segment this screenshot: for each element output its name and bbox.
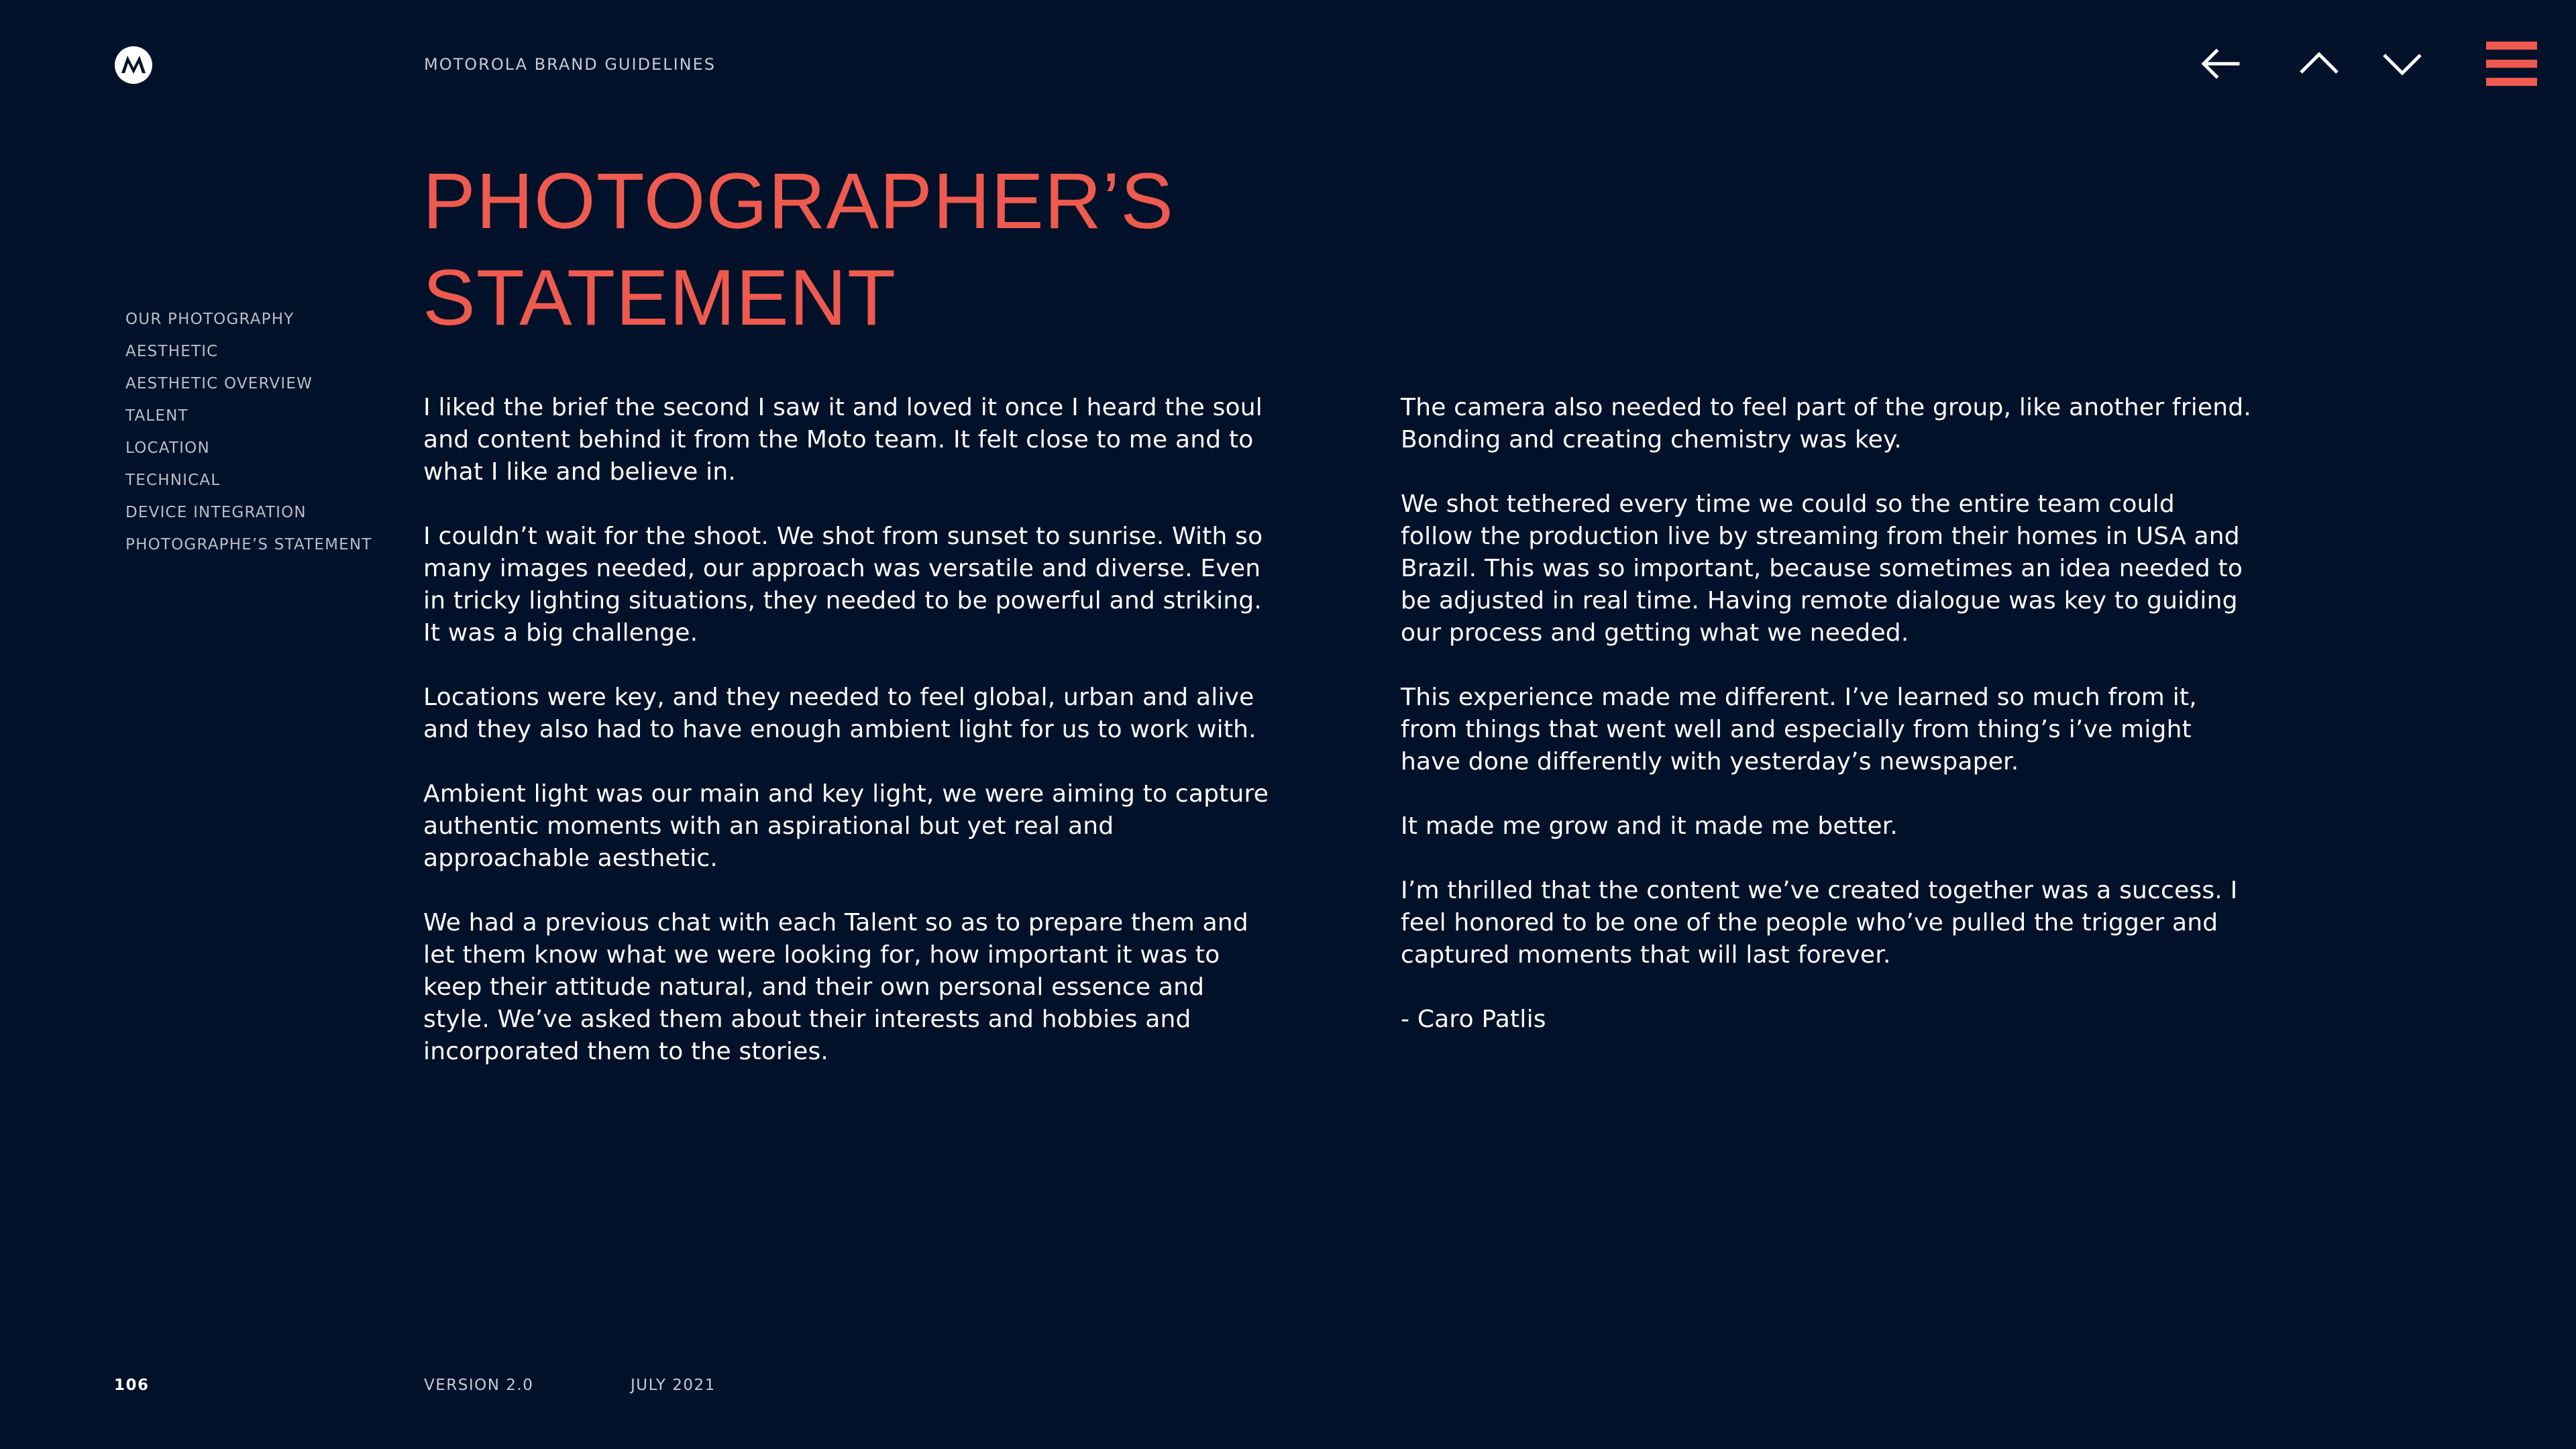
statement-right-column — [1401, 392, 2253, 1068]
sidebar-item-device-integration[interactable]: DEVICE INTEGRATION — [125, 504, 307, 521]
sidebar-item-talent[interactable]: TALENT — [125, 407, 189, 425]
section-sidebar-nav — [125, 303, 372, 561]
statement-paragraph: Ambient light was our main and key light, we were aiming to capture authentic moments with an aspirational but yet real and approachable aesthetic. — [423, 780, 1269, 872]
version-label: VERSION 2.0 — [424, 1377, 534, 1394]
page-title — [423, 153, 1174, 346]
statement-paragraph: Locations were key, and they needed to feel global, urban and alive and they also had to have enough ambient light for us to work with. — [423, 684, 1256, 743]
motorola-logo-icon[interactable] — [114, 46, 153, 85]
arrow-left-icon[interactable] — [2198, 40, 2245, 87]
chevron-up-icon[interactable] — [2296, 40, 2343, 87]
statement-paragraph: The camera also needed to feel part of the group, like another friend. Bonding and creating chemistry was key. — [1401, 394, 2251, 453]
statement-paragraph: I liked the brief the second I saw it and loved it once I heard the soul and content behind it from the Moto team. It felt close to me and to what I like and believe in. — [423, 394, 1263, 486]
header-title: MOTOROLA BRAND GUIDELINES — [424, 55, 716, 74]
sidebar-item-photographers-statement[interactable]: PHOTOGRAPHE’S STATEMENT — [125, 536, 372, 553]
page-number: 106 — [114, 1377, 150, 1394]
date-label: JULY 2021 — [631, 1377, 716, 1394]
statement-paragraph: We had a previous chat with each Talent so as to prepare them and let them know what we were looking for, how important it was to keep their attitude natural, and their own personal essence and style. We’ve asked them about their interests and hobbies and incorporated them to the stories. — [423, 909, 1248, 1065]
statement-paragraph: It made me grow and it made me better. — [1401, 812, 1898, 840]
sidebar-item-our-photography[interactable]: OUR PHOTOGRAPHY — [125, 311, 294, 328]
page-title-line-2: STATEMENT — [423, 254, 897, 342]
statement-paragraph: I couldn’t wait for the shoot. We shot from sunset to sunrise. With so many images needed, our approach was versatile and diverse. Even in tricky lighting situations, they needed to be powerful and striking. It was a big challenge. — [423, 523, 1263, 647]
hamburger-menu-icon[interactable] — [2486, 40, 2537, 87]
page-title-line-1: PHOTOGRAPHER’S — [423, 157, 1174, 246]
statement-paragraph: We shot tethered every time we could so the entire team could follow the production live by streaming from their homes in USA and Brazil. This was so important, because sometimes an idea needed to be adjusted in real time. Having remote dialogue was key to guiding our process and getting what we needed. — [1401, 490, 2243, 647]
statement-paragraph: I’m thrilled that the content we’ve created together was a success. I feel honored to be one of the people who’ve pulled the trigger and captured moments that will last forever. — [1401, 877, 2238, 969]
sidebar-item-technical[interactable]: TECHNICAL — [125, 472, 221, 489]
statement-paragraph: This experience made me different. I’ve learned so much from it, from things that went well and especially from thing’s i’ve might have done differently with yesterday’s newspaper. — [1401, 684, 2197, 775]
sidebar-item-location[interactable]: LOCATION — [125, 439, 210, 457]
chevron-down-icon[interactable] — [2379, 40, 2426, 87]
statement-left-column — [423, 392, 1275, 1100]
sidebar-item-aesthetic-overview[interactable]: AESTHETIC OVERVIEW — [125, 375, 313, 392]
sidebar-item-aesthetic[interactable]: AESTHETIC — [125, 343, 219, 360]
statement-signature: - Caro Patlis — [1401, 1006, 1546, 1033]
